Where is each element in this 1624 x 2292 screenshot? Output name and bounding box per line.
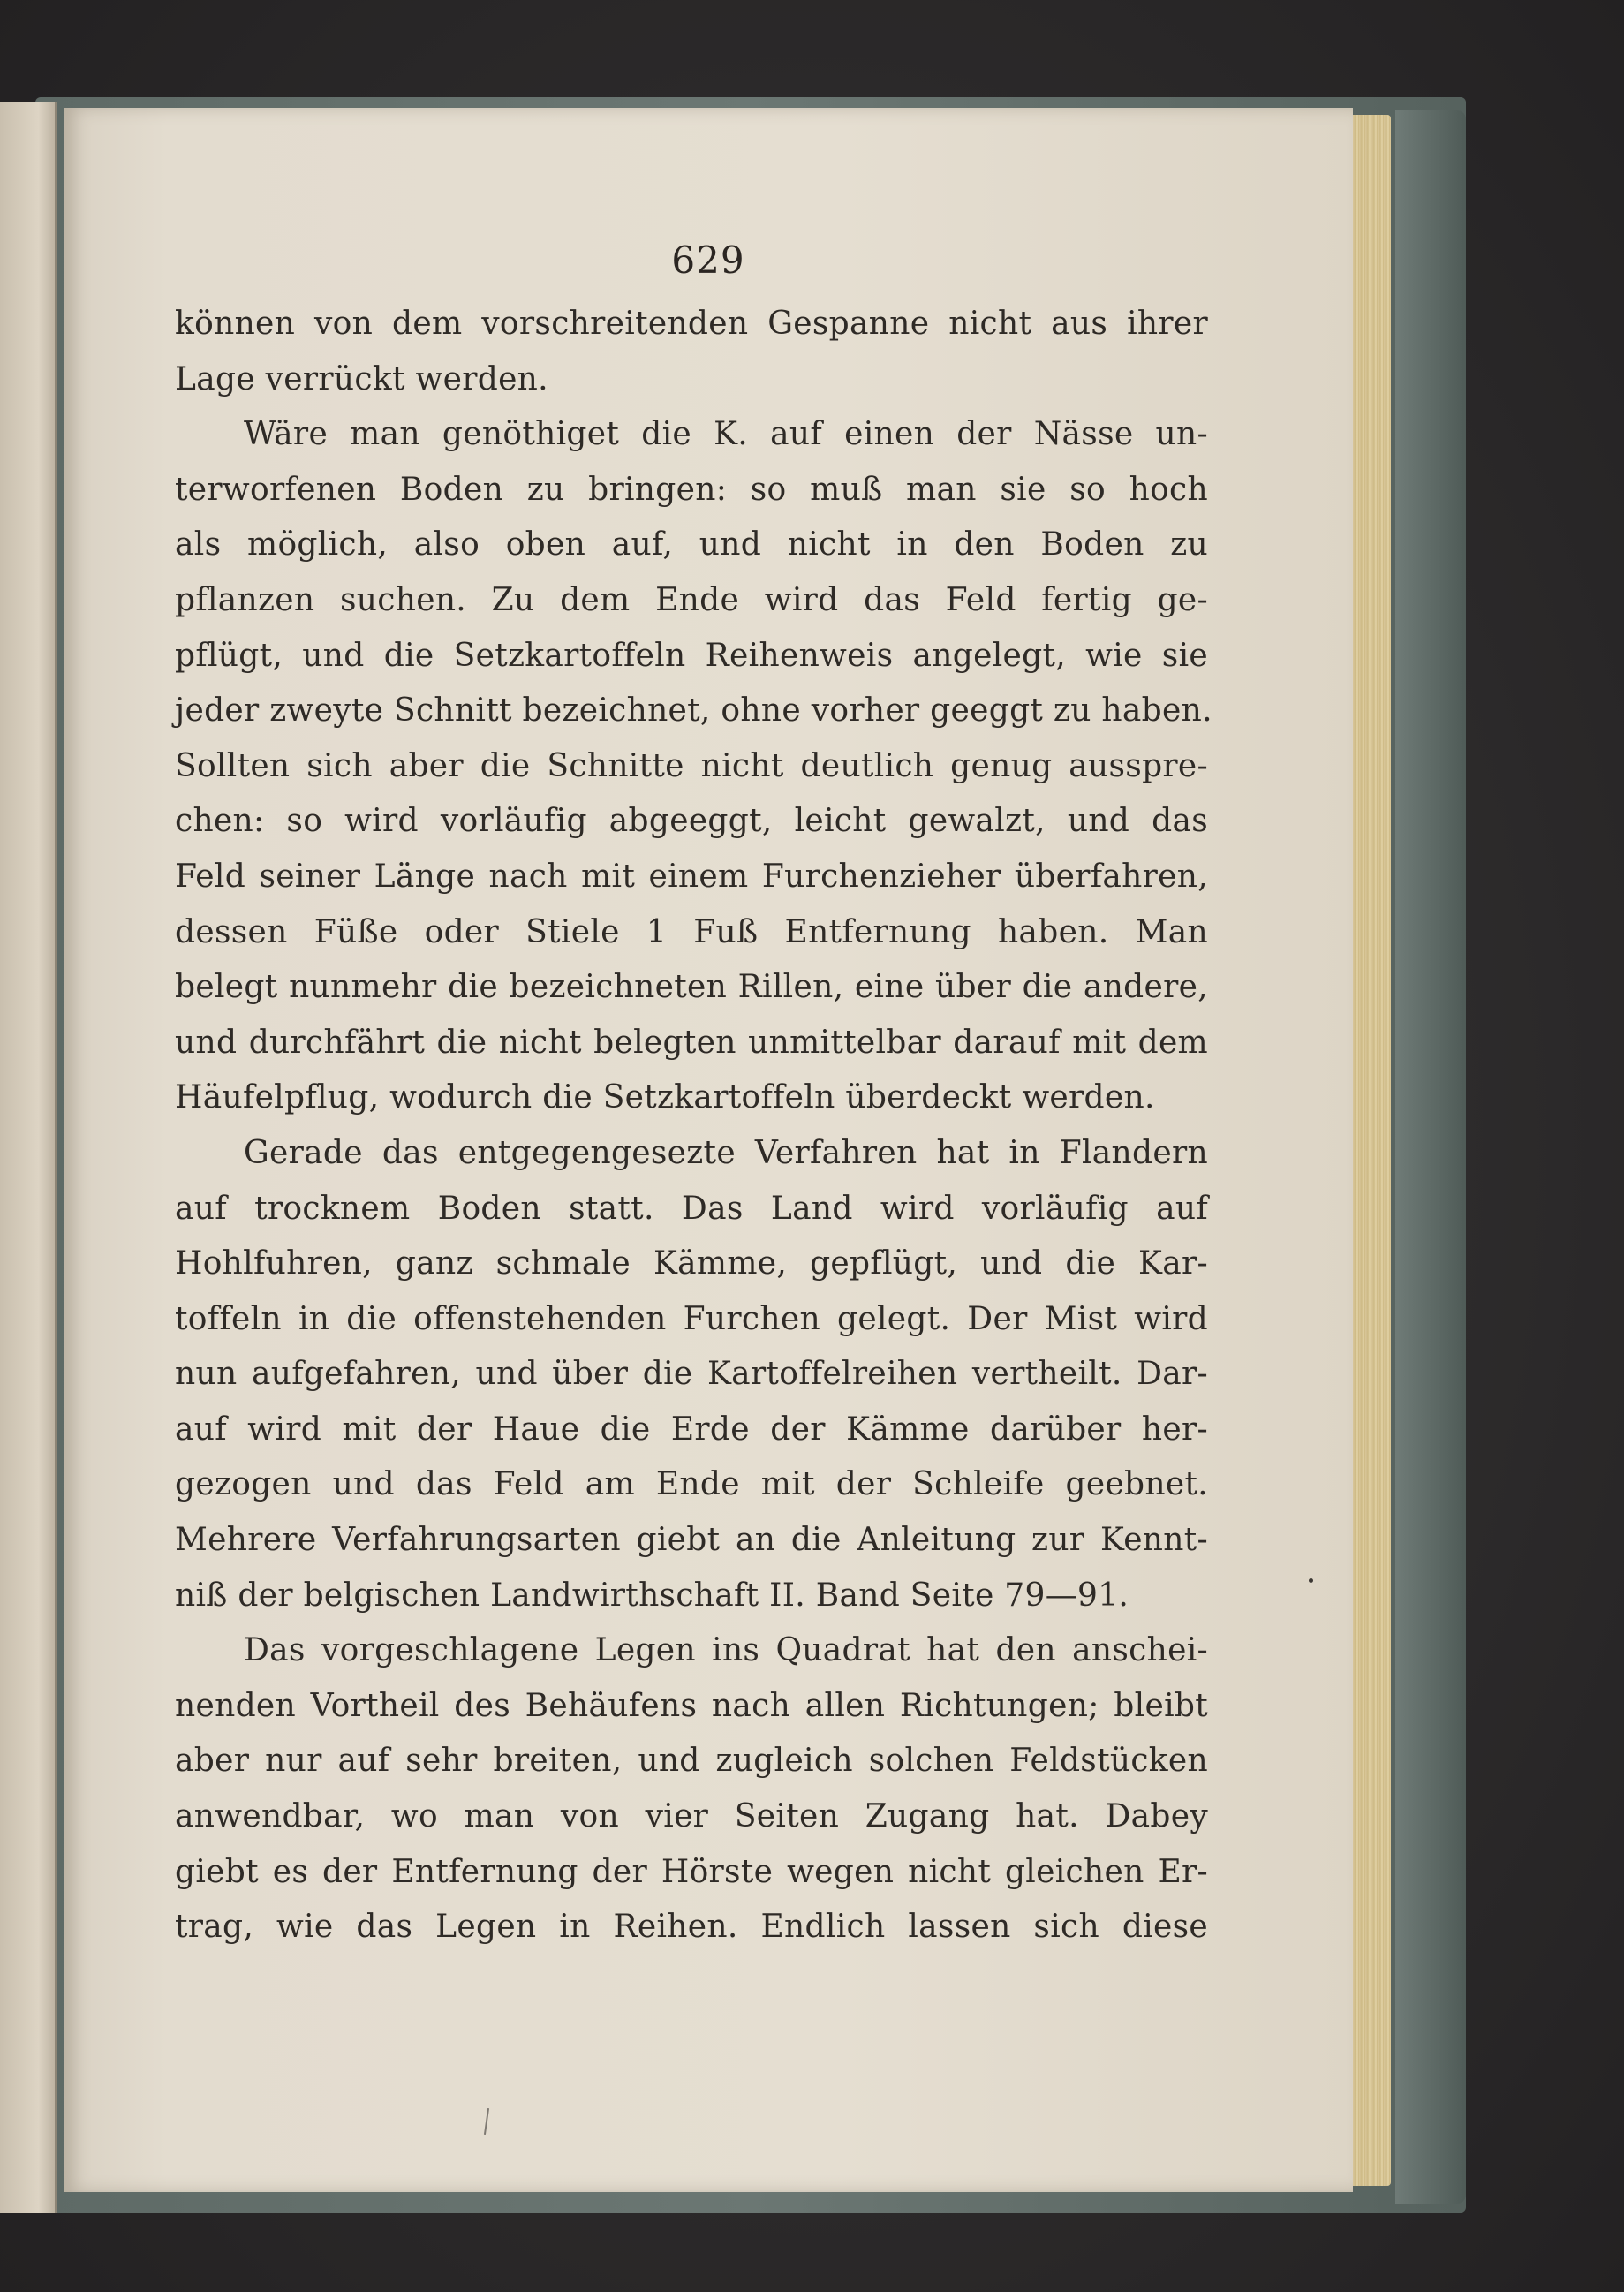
text-line: Lage verrückt werden. [175, 360, 548, 397]
text-line: Mehrere Verfahrungsarten giebt an die Anleitung zur Kennt- [175, 1522, 1208, 1559]
text-line: toffeln in die offenstehenden Furchen gelegt. Der Mist wird [175, 1300, 1208, 1337]
text-line: trag, wie das Legen in Reihen. Endlich lassen sich diese [175, 1909, 1208, 1946]
text-line: Hohlfuhren, ganz schmale Kämme, gepflügt, und die Kar- [175, 1245, 1208, 1282]
left-page-edge [0, 102, 57, 2213]
ink-speck [484, 2108, 489, 2135]
text-line: auf wird mit der Haue die Erde der Kämme darüber her- [175, 1411, 1208, 1448]
text-line: terworfenen Boden zu bringen: so muß man sie so hoch [175, 471, 1208, 508]
text-line: pflügt, und die Setzkartoffeln Reihenweis angelegt, wie sie [175, 637, 1208, 674]
text-line: Das vorgeschlagene Legen ins Quadrat hat den anschei- [244, 1632, 1208, 1669]
text-line: Feld seiner Länge nach mit einem Furchenzieher überfahren, [175, 858, 1208, 895]
text-line: chen: so wird vorläufig abgeeggt, leicht gewalzt, und das [175, 803, 1208, 840]
text-line: Wäre man genöthiget die K. auf einen der Nässe un- [244, 416, 1208, 453]
text-line: können von dem vorschreitenden Gespanne nicht aus ihrer [175, 306, 1208, 342]
text-line: gezogen und das Feld am Ende mit der Schleife geebnet. [175, 1466, 1208, 1503]
book-page [64, 108, 1353, 2192]
text-line: Gerade das entgegengesezte Verfahren hat in Flandern [244, 1134, 1208, 1171]
text-line: giebt es der Entfernung der Hörste wegen nicht gleichen Er- [175, 1853, 1208, 1890]
text-line: belegt nunmehr die bezeichneten Rillen, eine über die andere, [175, 969, 1208, 1006]
ink-speck [1309, 1578, 1313, 1583]
book-cover-edge [1395, 110, 1466, 2204]
text-line: anwendbar, wo man von vier Seiten Zugang hat. Dabey [175, 1798, 1208, 1835]
text-line: dessen Füße oder Stiele 1 Fuß Entfernung haben. Man [175, 913, 1208, 950]
text-line: und durchfährt die nicht belegten unmittelbar darauf mit dem [175, 1024, 1208, 1061]
text-line: auf trocknem Boden statt. Das Land wird vorläufig auf [175, 1190, 1208, 1227]
text-line: nun aufgefahren, und über die Kartoffelreihen vertheilt. Dar- [175, 1356, 1208, 1393]
text-line: als möglich, also oben auf, und nicht in den Boden zu [175, 526, 1208, 564]
page-text [175, 297, 1212, 1955]
text-line: niß der belgischen Landwirthschaft II. Band Seite 79—91. [175, 1577, 1129, 1614]
page-number: 629 [671, 238, 745, 282]
text-line: pflanzen suchen. Zu dem Ende wird das Feld fertig ge- [175, 581, 1208, 618]
text-line: jeder zweyte Schnitt bezeichnet, ohne vorher geeggt zu haben. [175, 692, 1212, 730]
text-line: Sollten sich aber die Schnitte nicht deutlich genug ausspre- [175, 747, 1208, 784]
text-line: aber nur auf sehr breiten, und zugleich solchen Feldstücken [175, 1743, 1208, 1780]
text-line: Häufelpflug, wodurch die Setzkartoffeln überdeckt werden. [175, 1079, 1155, 1116]
text-line: nenden Vortheil des Behäufens nach allen Richtungen; bleibt [175, 1687, 1208, 1724]
page-edges [1347, 115, 1391, 2186]
